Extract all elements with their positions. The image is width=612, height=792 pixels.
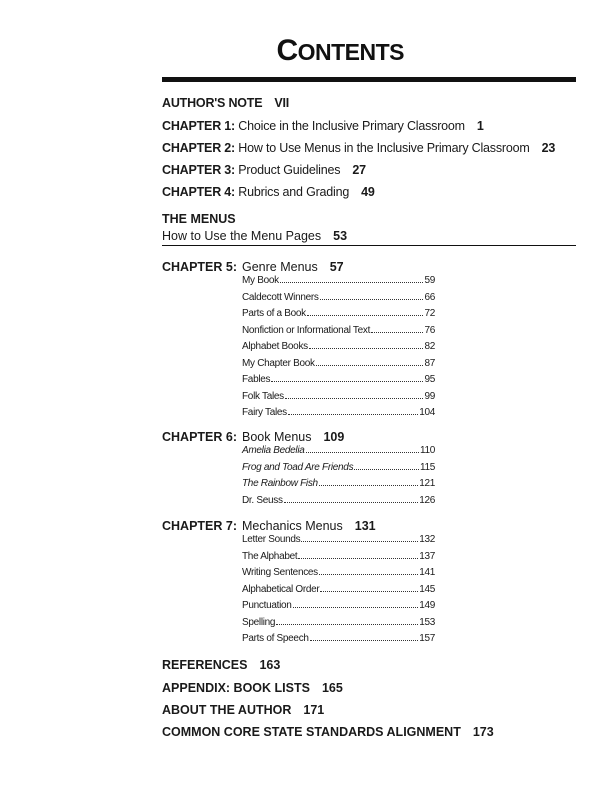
toc-entry-appendix[interactable]: APPENDIX: BOOK LISTS 165 — [162, 681, 343, 695]
subentry-title: My Chapter Book — [242, 357, 315, 369]
subentry-page: 149 — [419, 600, 435, 611]
subentry-title: The Alphabet — [242, 550, 298, 562]
dot-leader — [371, 332, 423, 333]
toc-subentry[interactable] — [242, 551, 435, 562]
dot-leader — [280, 282, 424, 283]
dot-leader — [319, 574, 418, 575]
toc-entry-chapter-1[interactable]: CHAPTER 1: Choice in the Inclusive Primary Classroom 1 — [162, 119, 484, 133]
subentry-page: 76 — [424, 324, 435, 336]
dot-leader — [320, 299, 424, 300]
toc-chapter-7[interactable] — [162, 519, 376, 533]
chapter-label: CHAPTER 6: — [162, 430, 238, 444]
subentry-page: 157 — [419, 633, 435, 644]
toc-entry-references[interactable]: REFERENCES 163 — [162, 658, 281, 672]
dot-leader — [271, 381, 423, 382]
toc-entry-chapter-2[interactable]: CHAPTER 2: How to Use Menus in the Inclusive Primary Classroom 23 — [162, 141, 556, 155]
toc-subentry[interactable] — [242, 358, 435, 369]
subentry-page: 104 — [419, 407, 435, 418]
toc-entry-about-author[interactable]: ABOUT THE AUTHOR 171 — [162, 703, 325, 717]
toc-chapter-5[interactable] — [162, 260, 344, 274]
toc-subentry[interactable] — [242, 600, 435, 611]
toc-subentry[interactable] — [242, 495, 435, 506]
toc-subentry[interactable] — [242, 275, 435, 286]
subentry-page: 66 — [424, 291, 435, 303]
chapter-label: CHAPTER 5: — [162, 260, 238, 274]
subentry-title: Fairy Tales — [242, 407, 287, 418]
toc-subentry[interactable] — [242, 292, 435, 303]
section-rule — [162, 245, 576, 246]
toc-subentry[interactable] — [242, 445, 435, 456]
subentry-page: 110 — [419, 445, 435, 456]
subentry-page: 72 — [424, 308, 435, 319]
toc-subentry[interactable] — [242, 341, 435, 352]
dot-leader — [320, 591, 418, 592]
dot-leader — [276, 624, 418, 625]
subentry-title: Folk Tales — [242, 390, 284, 402]
subentry-page: 137 — [419, 550, 435, 562]
chapter-title: Mechanics Menus — [242, 519, 343, 533]
subentry-title: Parts of a Book — [242, 308, 306, 319]
dot-leader — [316, 365, 424, 366]
subentry-page: 59 — [424, 275, 435, 286]
dot-leader — [309, 348, 424, 349]
subentry-page: 145 — [419, 583, 435, 595]
subentry-page: 95 — [424, 374, 435, 385]
chapter-page: 57 — [329, 260, 344, 274]
section-heading-menus: THE MENUS — [162, 212, 236, 226]
subentry-title: Punctuation — [242, 600, 292, 611]
subentry-title: Frog and Toad Are Friends — [242, 461, 354, 473]
toc-subentry[interactable] — [242, 374, 435, 385]
toc-subentry[interactable] — [242, 584, 435, 595]
subentry-title: Nonfiction or Informational Text — [242, 324, 371, 336]
dot-leader — [284, 502, 419, 503]
subentry-title: Letter Sounds — [242, 534, 301, 545]
toc-entry-chapter-3[interactable]: CHAPTER 3: Product Guidelines 27 — [162, 163, 366, 177]
dot-leader — [288, 414, 418, 415]
dot-leader — [307, 315, 424, 316]
toc-subentry[interactable] — [242, 478, 435, 489]
dot-leader — [354, 469, 419, 470]
toc-subentry[interactable] — [242, 462, 435, 473]
chapter-label: CHAPTER 7: — [162, 519, 238, 533]
toc-subentry[interactable] — [242, 617, 435, 628]
toc-subentry[interactable] — [242, 567, 435, 578]
subentry-title: Caldecott Winners — [242, 291, 319, 303]
dot-leader — [298, 558, 418, 559]
dot-leader — [285, 398, 424, 399]
subentry-title: Alphabet Books — [242, 341, 308, 352]
chapter-page: 109 — [323, 430, 345, 444]
subentry-title: The Rainbow Fish — [242, 478, 318, 489]
page-title: CONTENTS — [276, 34, 404, 67]
toc-subentry[interactable] — [242, 391, 435, 402]
dot-leader — [293, 607, 419, 608]
subentry-page: 99 — [424, 390, 435, 402]
dot-leader — [306, 452, 419, 453]
toc-subentry[interactable] — [242, 308, 435, 319]
subentry-title: Fables — [242, 374, 271, 385]
toc-entry-authors-note[interactable]: AUTHOR'S NOTE VII — [162, 96, 290, 110]
chapter-page: 131 — [354, 519, 376, 533]
subentry-title: Amelia Bedelia — [242, 445, 305, 456]
toc-chapter-6[interactable] — [162, 430, 344, 444]
dot-leader — [310, 640, 419, 641]
subentry-title: Spelling — [242, 616, 276, 628]
chapter-title: Book Menus — [242, 430, 312, 444]
subentry-title: Writing Sentences — [242, 567, 318, 578]
chapter-title: Genre Menus — [242, 260, 318, 274]
subentry-page: 141 — [419, 567, 435, 578]
subentry-page: 126 — [419, 494, 435, 506]
toc-subentry[interactable] — [242, 534, 435, 545]
dot-leader — [319, 485, 418, 486]
subentry-page: 121 — [419, 478, 435, 489]
toc-subentry[interactable] — [242, 633, 435, 644]
toc-subentry[interactable] — [242, 407, 435, 418]
subentry-title: Alphabetical Order — [242, 583, 320, 595]
subentry-page: 153 — [419, 616, 435, 628]
subentry-page: 132 — [419, 534, 435, 545]
toc-entry-standards-alignment[interactable]: COMMON CORE STATE STANDARDS ALIGNMENT 173 — [162, 725, 494, 739]
subentry-title: Parts of Speech — [242, 633, 309, 644]
subentry-page: 82 — [424, 341, 435, 352]
toc-subentry[interactable] — [242, 325, 435, 336]
toc-entry-menu-pages[interactable]: How to Use the Menu Pages 53 — [162, 229, 348, 243]
subentry-title: Dr. Seuss — [242, 494, 283, 506]
subentry-page: 115 — [419, 461, 435, 473]
toc-entry-chapter-4[interactable]: CHAPTER 4: Rubrics and Grading 49 — [162, 185, 375, 199]
subentry-page: 87 — [424, 357, 435, 369]
dot-leader — [301, 541, 418, 542]
subentry-title: My Book — [242, 275, 279, 286]
title-rule — [162, 77, 576, 82]
